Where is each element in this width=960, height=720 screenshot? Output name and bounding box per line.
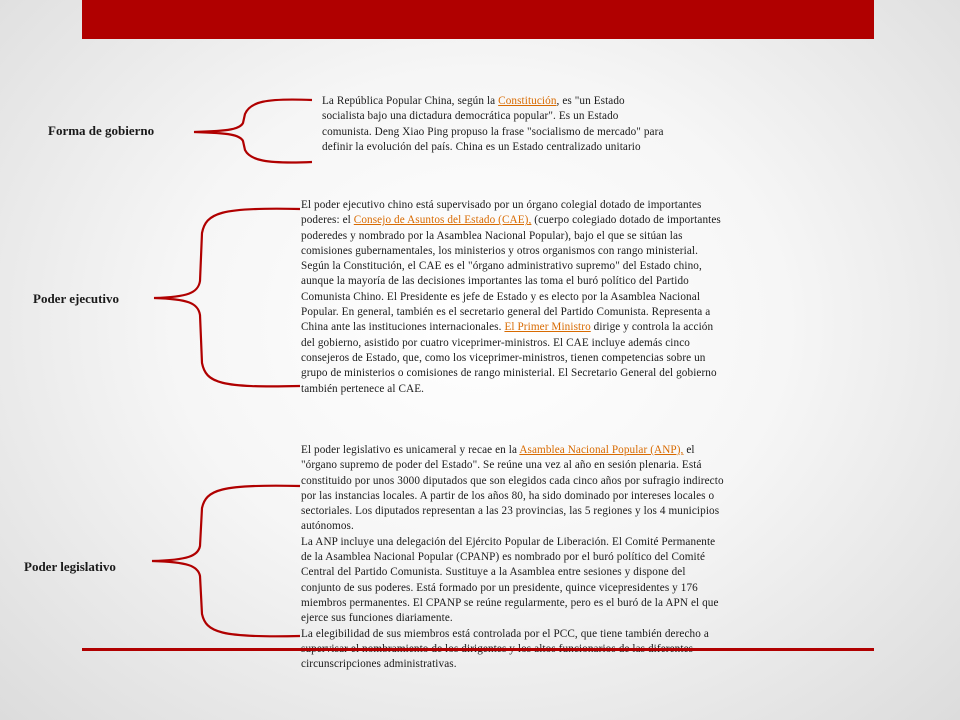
text-line [301,519,724,534]
text-segment: el [683,444,695,456]
text-segment: El poder legislativo es unicameral y recae en la [301,444,520,456]
text-line [301,565,724,580]
text-segment: conjunto de sus poderes. Está formado por un presidente, quince vicepresidentes y 176 [301,581,698,594]
section-text-forma-de-gobierno [322,94,664,155]
text-segment: definir la evolución del país. China es un Estado centralizado unitario [322,140,641,153]
left-brace-icon [148,480,310,644]
section-label-poder-legislativo: Poder legislativo [24,559,116,574]
text-line [301,504,724,519]
text-line [301,596,724,611]
text-segment: poderes: el [301,214,354,227]
text-segment: sectoriales. Los diputados representan a las 23 provincias, las 5 regiones y los 4 municipios [301,505,720,518]
text-segment: comunista. Deng Xiao Ping propuso la frase "socialismo de mercado" para [322,125,664,138]
hyperlink[interactable]: Consejo de Asuntos del Estado (CAE), [353,214,532,227]
text-segment: El poder ejecutivo chino está supervisado por un órgano colegial dotado de importantes [301,199,702,211]
text-line [301,244,721,259]
footer-rule [82,648,874,651]
text-segment: La ANP incluye una delegación del Ejército Popular de Liberación. El Comité Permanente [301,535,716,548]
text-segment: China ante las instituciones internacionales. [301,321,505,334]
text-segment: La República Popular China, según la [322,95,499,107]
text-segment: Según la Constitución, el CAE es el "órgano administrativo supremo" del Estado chino, [301,260,702,273]
section-label-forma-de-gobierno: Forma de gobierno [48,123,155,138]
text-line [301,274,721,289]
text-line [301,627,724,642]
text-line [301,443,724,458]
text-line [301,611,724,626]
text-segment: aunque la mayoría de las decisiones importantes las toma el buró político del Partido [301,275,689,288]
text-line [301,657,724,672]
text-line [301,290,721,305]
text-segment: de la Asamblea Nacional Popular (CPANP) es nombrado por el buró político del Comité [301,551,706,564]
left-brace-icon [150,205,310,390]
text-line [301,320,721,335]
text-segment: grupo de ministerios o comisiones de rango ministerial. El Secretario General del gobierno [301,367,717,380]
text-segment: ejerce sus funciones diariamente. [301,612,453,625]
section-text-poder-ejecutivo [301,198,721,397]
text-segment: circunscripciones administrativas. [301,658,457,671]
hyperlink[interactable]: Asamblea Nacional Popular (ANP), [519,444,684,456]
text-segment: La elegibilidad de sus miembros está controlada por el PCC, que tiene también derecho a [301,627,709,640]
text-line [301,550,724,565]
text-line [301,489,724,504]
text-line [322,94,664,109]
left-brace-icon [190,96,320,166]
text-segment: miembros permanentes. El CPANP se reúne regularmente, pero es el buró de la APN el que [301,596,719,609]
text-line [301,259,721,274]
text-line [301,458,724,473]
text-line [322,109,664,124]
section-label-poder-ejecutivo: Poder ejecutivo [33,291,120,306]
text-line [301,581,724,596]
text-line [301,305,721,320]
text-segment: , es "un Estado [556,95,625,107]
text-line [301,351,721,366]
text-segment: socialista bajo una dictadura democrática popular". Es un Estado [322,110,619,123]
text-segment: del gobierno, asistido por cuatro viceprimer-ministros. El CAE incluye además cinco [301,336,690,349]
hyperlink[interactable]: El Primer Ministro [504,321,591,334]
text-line [301,213,721,228]
text-line [301,366,721,381]
text-line [301,336,721,351]
text-line [301,229,721,244]
text-segment: poderedes y nombrado por la Asamblea Nacional Popular), bajo el que se sitúan las [301,229,683,242]
text-line [301,535,724,550]
text-segment: dirige y controla la acción [590,321,714,334]
hyperlink[interactable]: Constitución [498,95,557,107]
text-segment: también pertenece al CAE. [301,382,425,395]
section-text-poder-legislativo [301,443,724,672]
text-segment: consejeros de Estado, que, como los viceprimer-ministros, tienen competencias sobre un [301,351,706,364]
text-segment: constituido por unos 3000 diputados que son elegidos cada cinco años por sufragio indirecto [301,474,724,487]
text-line [322,125,664,140]
text-segment: comisiones gubernamentales, los ministerios y otros organismos con rango ministerial. [301,244,698,257]
text-line [301,198,721,213]
text-line [322,140,664,155]
text-line [301,382,721,397]
text-line [301,474,724,489]
text-segment: Comunista Chino. El Presidente es jefe de Estado y es electo por la Asamblea Nacional [301,290,701,303]
header-bar [82,0,874,39]
text-segment: Central del Partido Comunista. Sustituye a la Asamblea entre sesiones y dispone del [301,566,686,579]
text-segment: "órgano supremo de poder del Estado". Se reúne una vez al año en sesión plenaria. Está [301,459,702,472]
text-segment: (cuerpo colegiado dotado de importantes [531,214,721,227]
text-segment: por las instancias locales. A partir de los años 80, ha sido dominado por intereses locales o [301,489,715,502]
text-segment: Popular. En general, también es el secretario general del Partido Comunista. Representa a [301,306,711,319]
text-segment: autónomos. [301,520,354,533]
